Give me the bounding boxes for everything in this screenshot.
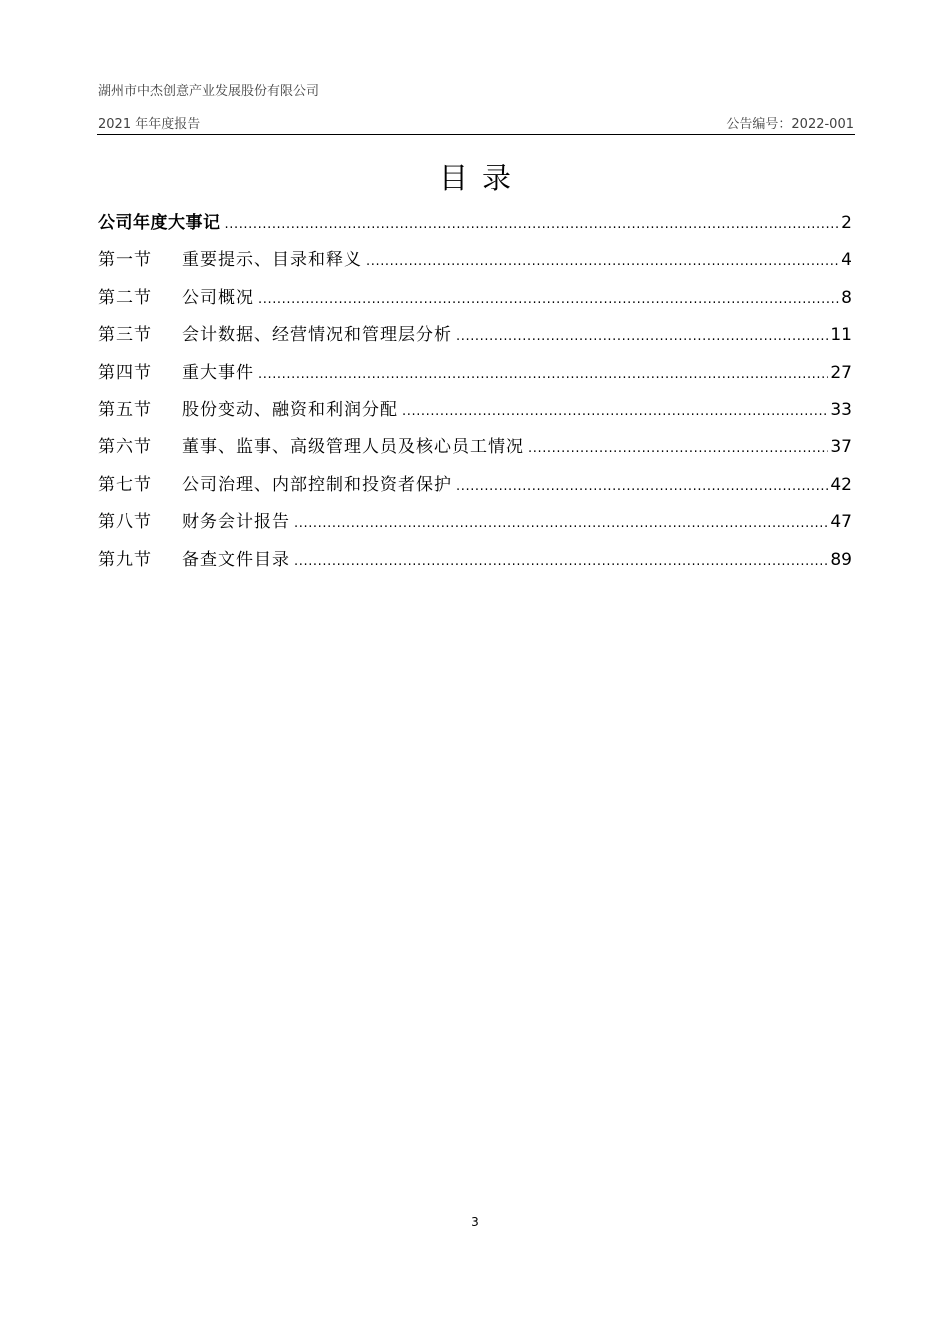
toc-entry[interactable] [98, 542, 852, 579]
toc-entry-page: 2 [841, 213, 852, 233]
header-company-name: 湖州市中杰创意产业发展股份有限公司 [98, 84, 320, 99]
toc-entry-name: 公司治理、内部控制和投资者保护 [182, 474, 452, 495]
toc-entry-name: 重大事件 [182, 362, 254, 383]
toc-entry-section: 第九节 [98, 549, 152, 570]
toc-entry-name: 备查文件目录 [182, 549, 290, 570]
toc-entry[interactable] [98, 242, 852, 279]
toc-dot-leader [456, 468, 828, 505]
toc-entry-section: 第三节 [98, 325, 152, 346]
toc-entry-page: 8 [841, 287, 852, 308]
header-announcement-number: 公告编号：2022-001 [726, 117, 854, 132]
toc-entry[interactable] [98, 504, 852, 541]
toc-entry[interactable] [98, 467, 852, 504]
toc-entry-page: 27 [830, 362, 852, 383]
header-divider [97, 134, 855, 135]
toc-entry[interactable] [98, 317, 852, 354]
toc-dot-leader [294, 543, 828, 580]
toc-entry-page: 37 [830, 437, 852, 458]
toc-dot-leader [258, 356, 828, 393]
toc-entry-section: 第二节 [98, 287, 152, 308]
toc-entry-name: 财务会计报告 [182, 512, 290, 533]
toc-entry-name: 股份变动、融资和利润分配 [182, 399, 398, 420]
toc-dot-leader [225, 206, 840, 243]
toc-entry-page: 89 [830, 549, 852, 570]
toc-entry-page: 33 [830, 399, 852, 420]
toc-entry-section: 第一节 [98, 250, 152, 271]
toc-entry[interactable] [98, 355, 852, 392]
toc-entry[interactable] [98, 392, 852, 429]
toc-entry-section: 第七节 [98, 474, 152, 495]
toc-entry-page: 47 [830, 512, 852, 533]
toc-dot-leader [366, 243, 839, 280]
toc-dot-leader [456, 318, 828, 355]
toc-entry-name: 董事、监事、高级管理人员及核心员工情况 [182, 437, 524, 458]
toc-entry-page: 11 [830, 325, 852, 346]
toc-entry-section: 第八节 [98, 512, 152, 533]
toc-dot-leader [402, 393, 828, 430]
toc-entry-name: 重要提示、目录和释义 [182, 250, 362, 271]
toc-title: 目录 [438, 161, 525, 195]
table-of-contents [98, 205, 852, 579]
toc-entry-page: 4 [841, 250, 852, 271]
header-report-title: 2021 年年度报告 [98, 117, 201, 132]
toc-entry[interactable] [98, 429, 852, 466]
toc-entry-name: 公司年度大事记 [98, 213, 221, 233]
toc-entry-section: 第五节 [98, 399, 152, 420]
toc-entry-name: 会计数据、经营情况和管理层分析 [182, 325, 452, 346]
toc-entry[interactable] [98, 280, 852, 317]
header-row [98, 113, 854, 133]
toc-dot-leader [528, 430, 828, 467]
page-number: 3 [471, 1215, 479, 1229]
toc-entry-section: 第四节 [98, 362, 152, 383]
toc-entry-page: 42 [830, 474, 852, 495]
toc-entry[interactable] [98, 205, 852, 242]
toc-dot-leader [258, 281, 839, 318]
toc-entry-name: 公司概况 [182, 287, 254, 308]
toc-dot-leader [294, 505, 828, 542]
toc-entry-section: 第六节 [98, 437, 152, 458]
